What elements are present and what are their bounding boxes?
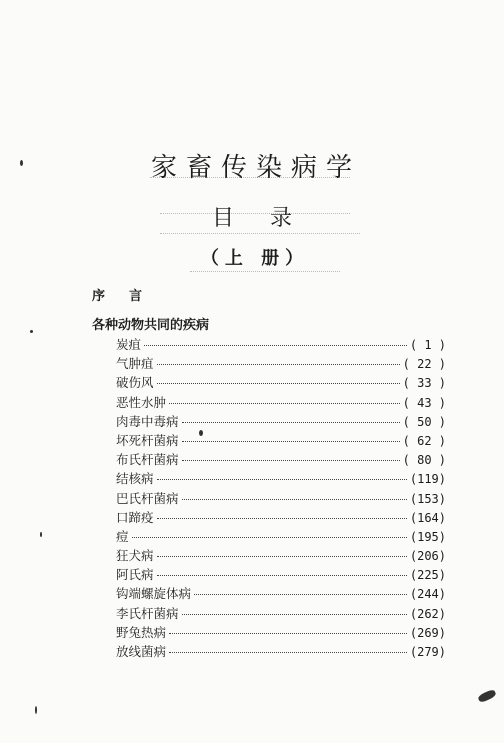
section-heading: 各种动物共同的疾病: [92, 318, 210, 333]
toc-entry: [116, 450, 446, 469]
toc-entry: [116, 431, 446, 450]
toc-dot-leader: [182, 613, 407, 615]
toc-entry-page: ( 33 ): [402, 376, 446, 391]
toc-entry-page: (262): [409, 606, 446, 621]
toc-dot-leader: [157, 363, 400, 365]
toc-entry-label: 钩端螺旋体病: [116, 586, 192, 602]
toc-dot-leader: [194, 593, 407, 595]
preface-label: 序言: [92, 289, 167, 304]
toc-entry: [116, 489, 446, 508]
toc-entry-page: (279): [409, 645, 446, 659]
toc-dot-leader: [132, 536, 407, 538]
toc-entry-label: 口蹄疫: [116, 509, 154, 525]
scan-speck: [199, 430, 203, 436]
toc-entry-label: 放线菌病: [116, 644, 167, 659]
toc-entry-label: 恶性水肿: [116, 394, 167, 410]
toc-dot-leader: [157, 517, 407, 519]
contents-title: 目录: [211, 206, 328, 231]
toc-entry: [116, 565, 446, 584]
toc-entry-label: 野兔热病: [116, 624, 167, 640]
toc-entry-page: (244): [409, 587, 446, 602]
toc-dot-leader: [182, 459, 400, 461]
toc-entry: [116, 373, 446, 392]
toc-dot-leader: [157, 574, 407, 576]
table-of-contents: [116, 335, 446, 661]
toc-entry-page: ( 62 ): [402, 433, 446, 448]
scan-speck: [30, 330, 33, 333]
toc-entry: [116, 623, 446, 642]
toc-entry-page: (153): [409, 491, 446, 506]
toc-entry-label: 布氏杆菌病: [116, 452, 179, 468]
scan-speck: [35, 706, 37, 714]
toc-dot-leader: [169, 651, 407, 653]
toc-entry-label: 巴氏杆菌病: [116, 490, 179, 506]
toc-entry: [116, 508, 446, 527]
book-title: 家畜传染病学: [150, 153, 361, 183]
toc-entry-label: 炭疽: [116, 337, 142, 352]
toc-entry-page: ( 1 ): [409, 338, 446, 352]
toc-entry-label: 破伤风: [116, 375, 154, 391]
toc-entry-label: 痘: [116, 528, 129, 544]
toc-entry-page: (195): [409, 529, 446, 544]
toc-entry-label: 阿氏病: [116, 567, 154, 583]
toc-dot-leader: [157, 382, 400, 384]
toc-entry-page: (119): [409, 472, 446, 487]
toc-entry: [116, 393, 446, 412]
toc-dot-leader: [169, 402, 400, 404]
toc-dot-leader: [169, 632, 407, 634]
toc-entry-page: ( 80 ): [402, 453, 446, 468]
toc-dot-leader: [182, 498, 407, 500]
scan-speck: [20, 160, 23, 166]
toc-entry: [116, 546, 446, 565]
toc-entry: [116, 642, 446, 661]
volume-title: （上 册）: [200, 248, 310, 269]
scan-speck: [477, 689, 497, 704]
toc-entry: [116, 527, 446, 546]
toc-entry-label: 狂犬病: [116, 548, 154, 564]
toc-entry: [116, 604, 446, 623]
toc-entry: [116, 354, 446, 373]
toc-entry-label: 气肿疽: [116, 356, 154, 372]
toc-entry-page: ( 43 ): [402, 395, 446, 410]
bleed-through-dots: [190, 270, 340, 272]
toc-dot-leader: [144, 344, 407, 346]
toc-dot-leader: [182, 421, 400, 423]
toc-entry-label: 李氏杆菌病: [116, 605, 179, 621]
toc-entry-label: 结核病: [116, 471, 154, 487]
toc-dot-leader: [157, 555, 407, 557]
toc-entry: [116, 584, 446, 603]
toc-entry-page: (225): [409, 568, 446, 583]
toc-entry-page: (269): [409, 625, 446, 640]
toc-entry-page: (164): [409, 510, 446, 525]
toc-entry-page: ( 22 ): [402, 357, 446, 372]
toc-entry: [116, 335, 446, 354]
toc-entry-label: 坏死杆菌病: [116, 432, 179, 448]
toc-dot-leader: [182, 440, 400, 442]
toc-dot-leader: [157, 478, 407, 480]
scan-speck: [40, 532, 42, 537]
toc-entry: [116, 469, 446, 488]
toc-entry-page: ( 50 ): [402, 414, 446, 429]
toc-entry-label: 肉毒中毒病: [116, 413, 179, 429]
bleed-through-dots: [160, 232, 360, 234]
toc-entry-page: (206): [409, 549, 446, 564]
toc-entry: [116, 412, 446, 431]
